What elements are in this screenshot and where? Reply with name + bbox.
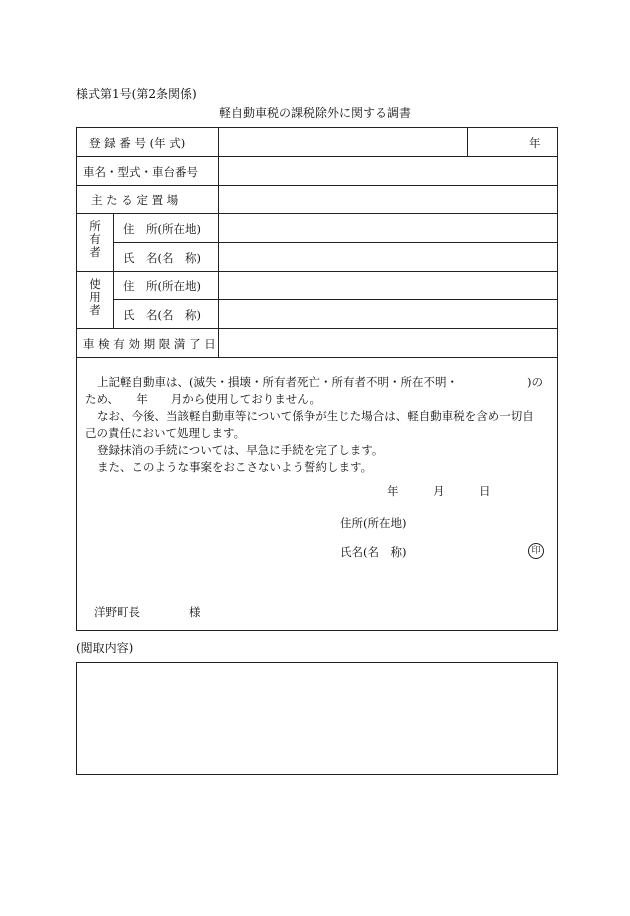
year-unit-label: 年 [529, 136, 541, 150]
statement-line: また、このような事案をおこさないよう誓約します。 [97, 460, 373, 474]
declaration-statement [85, 374, 553, 476]
registration-number-label: 登 録 番 号 (年 式) [89, 136, 186, 150]
user-name-label: 氏 名(名 称) [123, 308, 201, 322]
owner-address-label: 住 所(所在地) [123, 222, 201, 236]
applicant-address-label: 住所(所在地) [340, 516, 407, 530]
document-title: 軽自動車税の課税除外に関する調書 [218, 106, 411, 120]
owner-name-label: 氏 名(名 称) [123, 251, 201, 265]
statement-line: 己の責任において処理します。 [85, 426, 246, 440]
inspection-expiry-label: 車 検 有 効 期 限 満 了 日 [83, 337, 216, 351]
form-number: 様式第1号(第2条関係) [76, 87, 197, 101]
user-group-label: 使 用 者 [89, 277, 101, 317]
statement-line: 上記軽自動車は、(滅失・損壊・所有者死亡・所有者不明・所在不明・ )の [97, 375, 543, 389]
applicant-name-label: 氏名(名 称) [340, 545, 407, 559]
inspection-content-box [76, 662, 558, 775]
addressee-honorific: 様 [189, 605, 201, 619]
seal-mark: 印 [528, 543, 544, 559]
addressee-mayor: 洋野町長 [94, 605, 140, 619]
vehicle-name-label: 車名・型式・車台番号 [83, 165, 198, 179]
statement-line: ため、 年 月から使用しておりません。 [85, 392, 321, 406]
storage-location-label: 主 た る 定 置 場 [91, 193, 179, 207]
owner-group-label: 所 有 者 [89, 219, 101, 259]
statement-line: 登録抹消の手続については、早急に手続を完了します。 [97, 443, 384, 457]
registration-table [76, 127, 558, 631]
statement-line: なお、今後、当該軽自動車等について係争が生じた場合は、軽自動車税を含め一切自 [97, 409, 534, 423]
inspection-section-label: (閲取内容) [76, 641, 134, 655]
user-address-label: 住 所(所在地) [123, 279, 201, 293]
date-line: 年 月 日 [387, 484, 491, 498]
